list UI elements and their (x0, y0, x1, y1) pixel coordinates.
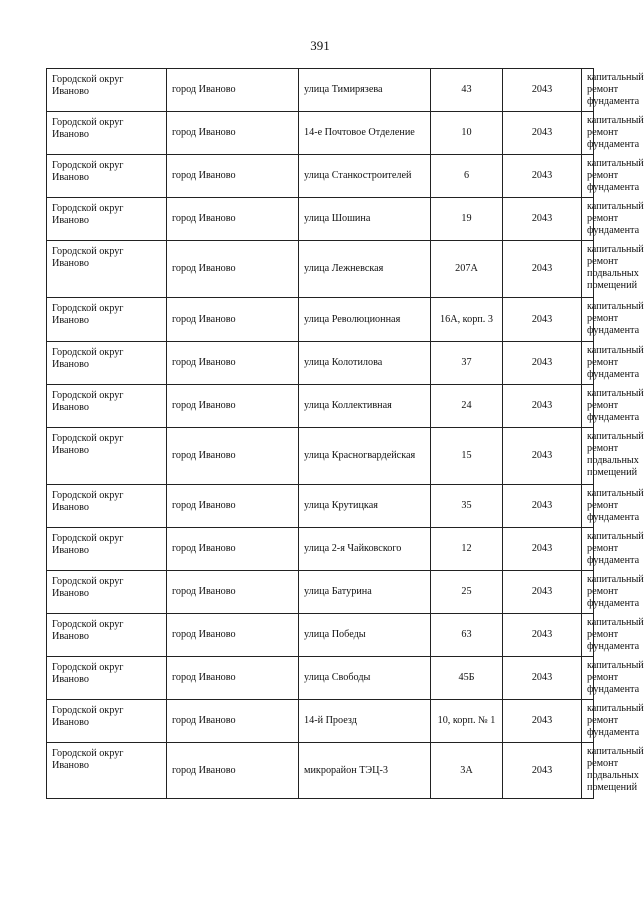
table-row (47, 657, 594, 700)
table-row (47, 428, 594, 485)
district-cell: Городской округ Иваново (47, 342, 167, 385)
year-cell: 2043 (503, 241, 582, 298)
house-cell: 19 (431, 198, 503, 241)
district-cell: Городской округ Иваново (47, 241, 167, 298)
year-cell: 2043 (503, 298, 582, 342)
street-cell: улица 2-я Чайковского (299, 528, 431, 571)
year-cell: 2043 (503, 743, 582, 799)
city-cell: город Иваново (167, 700, 299, 743)
city-cell: город Иваново (167, 342, 299, 385)
table-row (47, 743, 594, 799)
work-type-cell: капитальный ремонт фундамента (582, 485, 594, 528)
table-row (47, 614, 594, 657)
table-row (47, 198, 594, 241)
city-cell: город Иваново (167, 198, 299, 241)
work-type-cell: капитальный ремонт фундамента (582, 342, 594, 385)
table-row (47, 571, 594, 614)
street-cell: улица Тимирязева (299, 69, 431, 112)
city-cell: город Иваново (167, 155, 299, 198)
house-cell: 12 (431, 528, 503, 571)
work-type-cell: капитальный ремонт фундамента (582, 69, 594, 112)
repair-schedule-table (46, 68, 644, 799)
district-cell: Городской округ Иваново (47, 428, 167, 485)
work-type-cell: капитальный ремонт фундамента (582, 198, 594, 241)
work-type-cell: капитальный ремонт подвальных помещений (582, 743, 594, 799)
district-cell: Городской округ Иваново (47, 112, 167, 155)
street-cell: улица Победы (299, 614, 431, 657)
work-type-cell: капитальный ремонт фундамента (582, 112, 594, 155)
table-row (47, 112, 594, 155)
work-type-cell: капитальный ремонт фундамента (582, 298, 594, 342)
district-cell: Городской округ Иваново (47, 298, 167, 342)
year-cell: 2043 (503, 571, 582, 614)
street-cell: улица Станкостроителей (299, 155, 431, 198)
house-cell: 16А, корп. 3 (431, 298, 503, 342)
work-type-cell: капитальный ремонт фундамента (582, 614, 594, 657)
year-cell: 2043 (503, 485, 582, 528)
work-type-cell: капитальный ремонт фундамента (582, 385, 594, 428)
house-cell: 10 (431, 112, 503, 155)
year-cell: 2043 (503, 700, 582, 743)
city-cell: город Иваново (167, 385, 299, 428)
district-cell: Городской округ Иваново (47, 571, 167, 614)
district-cell: Городской округ Иваново (47, 385, 167, 428)
year-cell: 2043 (503, 342, 582, 385)
city-cell: город Иваново (167, 241, 299, 298)
house-cell: 37 (431, 342, 503, 385)
street-cell: улица Свободы (299, 657, 431, 700)
house-cell: 43 (431, 69, 503, 112)
year-cell: 2043 (503, 528, 582, 571)
street-cell: улица Шошина (299, 198, 431, 241)
district-cell: Городской округ Иваново (47, 657, 167, 700)
year-cell: 2043 (503, 155, 582, 198)
table-row (47, 241, 594, 298)
table-row (47, 155, 594, 198)
district-cell: Городской округ Иваново (47, 528, 167, 571)
street-cell: улица Крутицкая (299, 485, 431, 528)
city-cell: город Иваново (167, 528, 299, 571)
house-cell: 207А (431, 241, 503, 298)
page-number: 391 (310, 38, 330, 53)
district-cell: Городской округ Иваново (47, 69, 167, 112)
city-cell: город Иваново (167, 614, 299, 657)
house-cell: 10, корп. № 1 (431, 700, 503, 743)
table-row (47, 342, 594, 385)
work-type-cell: капитальный ремонт фундамента (582, 700, 594, 743)
street-cell: улица Колотилова (299, 342, 431, 385)
city-cell: город Иваново (167, 428, 299, 485)
work-type-cell: капитальный ремонт подвальных помещений (582, 428, 594, 485)
year-cell: 2043 (503, 198, 582, 241)
street-cell: улица Революционная (299, 298, 431, 342)
district-cell: Городской округ Иваново (47, 614, 167, 657)
year-cell: 2043 (503, 112, 582, 155)
house-cell: 15 (431, 428, 503, 485)
city-cell: город Иваново (167, 485, 299, 528)
house-cell: 63 (431, 614, 503, 657)
year-cell: 2043 (503, 385, 582, 428)
street-cell: улица Красногвардейская (299, 428, 431, 485)
street-cell: 14-й Проезд (299, 700, 431, 743)
table-row (47, 69, 594, 112)
work-type-cell: капитальный ремонт фундамента (582, 571, 594, 614)
house-cell: 45Б (431, 657, 503, 700)
district-cell: Городской округ Иваново (47, 743, 167, 799)
street-cell: микрорайон ТЭЦ-3 (299, 743, 431, 799)
work-type-cell: капитальный ремонт фундамента (582, 657, 594, 700)
year-cell: 2043 (503, 614, 582, 657)
house-cell: 25 (431, 571, 503, 614)
house-cell: 24 (431, 385, 503, 428)
city-cell: город Иваново (167, 298, 299, 342)
district-cell: Городской округ Иваново (47, 155, 167, 198)
table-row (47, 700, 594, 743)
district-cell: Городской округ Иваново (47, 485, 167, 528)
year-cell: 2043 (503, 657, 582, 700)
table-row (47, 385, 594, 428)
work-type-cell: капитальный ремонт фундамента (582, 528, 594, 571)
city-cell: город Иваново (167, 743, 299, 799)
table-row (47, 298, 594, 342)
table-row (47, 485, 594, 528)
street-cell: улица Лежневская (299, 241, 431, 298)
house-cell: 6 (431, 155, 503, 198)
work-type-cell: капитальный ремонт подвальных помещений (582, 241, 594, 298)
city-cell: город Иваново (167, 112, 299, 155)
city-cell: город Иваново (167, 69, 299, 112)
house-cell: 35 (431, 485, 503, 528)
year-cell: 2043 (503, 69, 582, 112)
district-cell: Городской округ Иваново (47, 198, 167, 241)
street-cell: улица Батурина (299, 571, 431, 614)
district-cell: Городской округ Иваново (47, 700, 167, 743)
city-cell: город Иваново (167, 571, 299, 614)
city-cell: город Иваново (167, 657, 299, 700)
street-cell: улица Коллективная (299, 385, 431, 428)
year-cell: 2043 (503, 428, 582, 485)
table-row (47, 528, 594, 571)
work-type-cell: капитальный ремонт фундамента (582, 155, 594, 198)
street-cell: 14-е Почтовое Отделение (299, 112, 431, 155)
house-cell: 3А (431, 743, 503, 799)
